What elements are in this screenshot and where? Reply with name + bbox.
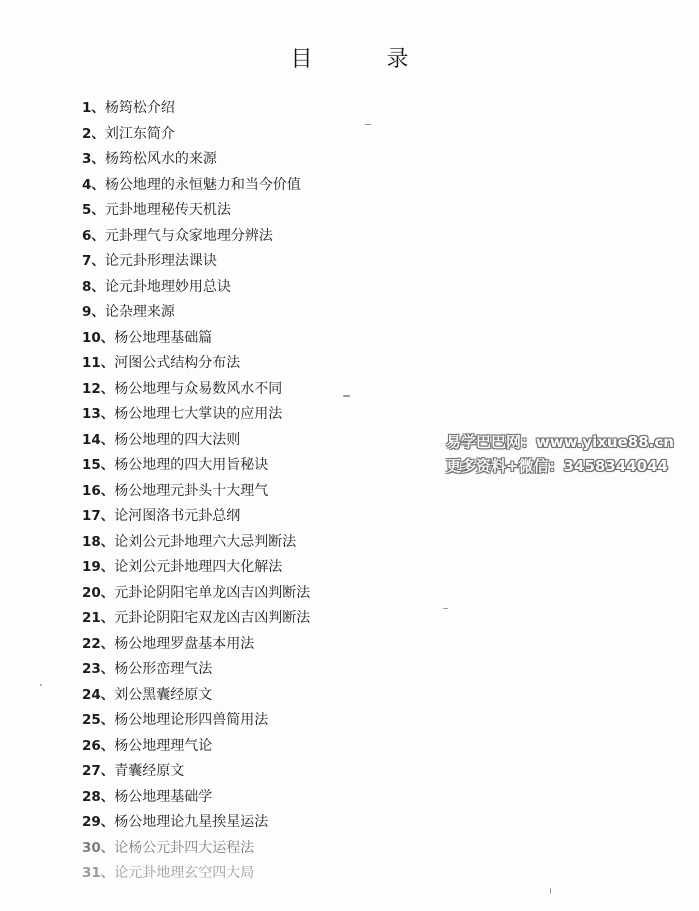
toc-entry-number: 1、 (82, 100, 105, 116)
toc-entry (82, 275, 310, 301)
toc-entry-title: 杨公地理罗盘基本用法 (114, 635, 255, 652)
toc-entry (82, 428, 310, 454)
toc-entry (82, 453, 310, 479)
toc-entry (82, 606, 310, 632)
toc-entry (82, 224, 310, 250)
toc-entry-number: 22、 (82, 635, 115, 652)
toc-entry (82, 300, 310, 326)
watermark-text (446, 430, 674, 478)
page-title: 目 录 (290, 47, 435, 72)
scan-speck (40, 684, 42, 686)
watermark-line-2: 更多资料+微信：3458344044 (446, 457, 668, 475)
toc-entry-number: 26、 (82, 737, 115, 754)
toc-entry-number: 29、 (82, 814, 115, 830)
watermark-line-1: 易学巴巴网：www.yixue88.cn (446, 433, 674, 451)
toc-entry-number: 28、 (82, 788, 115, 805)
toc-entry-number: 31、 (82, 865, 115, 881)
toc-entry (82, 632, 310, 658)
toc-entry-title: 杨公地理七大掌诀的应用法 (114, 406, 283, 422)
toc-entry (82, 402, 310, 428)
toc-entry-title: 元卦论阴阳宅双龙凶吉凶判断法 (114, 610, 311, 626)
toc-entry (82, 198, 310, 224)
toc-entry (82, 581, 310, 607)
toc-entry-title: 论刘公元卦地理六大忌判断法 (114, 533, 297, 550)
toc-entry (82, 836, 310, 862)
toc-entry-number: 21、 (82, 610, 115, 626)
toc-entry-number: 20、 (82, 584, 115, 601)
toc-entry-title: 杨公地理论形四兽简用法 (114, 712, 269, 728)
toc-entry-number: 2、 (82, 125, 105, 142)
toc-entry (82, 734, 310, 760)
toc-entry-title: 论杨公元卦四大运程法 (114, 839, 255, 856)
toc-entry-title: 杨公地理的四大用旨秘诀 (114, 457, 269, 473)
toc-entry-title: 论刘公元卦地理四大化解法 (114, 559, 283, 575)
toc-entry-title: 论元卦地理妙用总诀 (104, 278, 231, 295)
toc-entry-number: 12、 (82, 380, 115, 397)
toc-entry-title: 元卦论阴阳宅单龙凶吉凶判断法 (114, 584, 311, 601)
toc-entry-number: 4、 (82, 176, 105, 193)
toc-entry-title: 杨筠松介绍 (104, 100, 175, 116)
toc-entry-number: 5、 (82, 202, 105, 218)
toc-entry (82, 173, 310, 199)
toc-entry (82, 759, 310, 785)
toc-entry (82, 785, 310, 811)
toc-entry-title: 论河图洛书元卦总纲 (114, 508, 241, 524)
toc-entry (82, 683, 310, 709)
toc-entry-title: 论元卦形理法课诀 (104, 253, 217, 269)
toc-entry-title: 刘江东简介 (104, 125, 175, 142)
scan-speck (365, 124, 371, 125)
toc-entry-title: 杨筠松风水的来源 (104, 151, 217, 167)
toc-entry-title: 青囊经原文 (114, 763, 185, 779)
toc-entry (82, 326, 310, 352)
toc-entry-title: 杨公地理的四大法则 (114, 431, 241, 448)
toc-entry-title: 杨公地理的永恒魅力和当今价值 (104, 176, 301, 193)
toc-entry-number: 16、 (82, 482, 115, 499)
toc-entry (82, 479, 310, 505)
toc-entry-number: 7、 (82, 253, 105, 269)
toc-entry (82, 351, 310, 377)
toc-entry-number: 11、 (82, 355, 115, 371)
toc-entry-number: 6、 (82, 227, 105, 244)
toc-entry (82, 122, 310, 148)
toc-entry-title: 元卦理气与众家地理分辨法 (104, 227, 273, 244)
toc-entry-title: 杨公地理理气论 (114, 737, 213, 754)
toc-entry-number: 19、 (82, 559, 115, 575)
toc-entry (82, 657, 310, 683)
toc-entry (82, 249, 310, 275)
toc-entry-number: 30、 (82, 839, 115, 856)
scan-speck (343, 395, 350, 397)
toc-entry-number: 3、 (82, 151, 105, 167)
toc-entry-number: 9、 (82, 304, 105, 320)
toc-entry (82, 708, 310, 734)
scan-speck (443, 608, 448, 609)
toc-entry-title: 杨公地理论九星挨星运法 (114, 814, 269, 830)
toc-entry-title: 论杂理来源 (104, 304, 175, 320)
toc-entry-title: 杨公地理元卦头十大理气 (114, 482, 269, 499)
toc-entry-number: 27、 (82, 763, 115, 779)
toc-entry-title: 刘公黑囊经原文 (114, 686, 213, 703)
toc-entry (82, 96, 310, 122)
toc-entry-number: 18、 (82, 533, 115, 550)
toc-entry-title: 杨公地理基础篇 (114, 329, 213, 346)
toc-entry-title: 杨公地理基础学 (114, 788, 213, 805)
toc-entry-title: 杨公形峦理气法 (114, 661, 213, 677)
toc-entry (82, 530, 310, 556)
toc-entry (82, 504, 310, 530)
toc-entry-number: 23、 (82, 661, 115, 677)
toc-entry (82, 861, 310, 887)
toc-entry-number: 13、 (82, 406, 115, 422)
toc-entry-title: 元卦地理秘传天机法 (104, 202, 231, 218)
toc-entry-number: 8、 (82, 278, 105, 295)
toc-entry-number: 24、 (82, 686, 115, 703)
toc-entry (82, 810, 310, 836)
toc-entry-number: 14、 (82, 431, 115, 448)
toc-entry-number: 15、 (82, 457, 115, 473)
toc-entry-title: 论元卦地理玄空四大局 (114, 865, 255, 881)
scan-speck (550, 888, 551, 894)
toc-entry-number: 10、 (82, 329, 115, 346)
toc-entry-title: 杨公地理与众易数风水不同 (114, 380, 283, 397)
toc-entry-number: 17、 (82, 508, 115, 524)
toc-entry (82, 147, 310, 173)
toc-entry-title: 河图公式结构分布法 (114, 355, 241, 371)
toc-entry-number: 25、 (82, 712, 115, 728)
table-of-contents (82, 96, 310, 887)
toc-entry (82, 555, 310, 581)
toc-entry (82, 377, 310, 403)
